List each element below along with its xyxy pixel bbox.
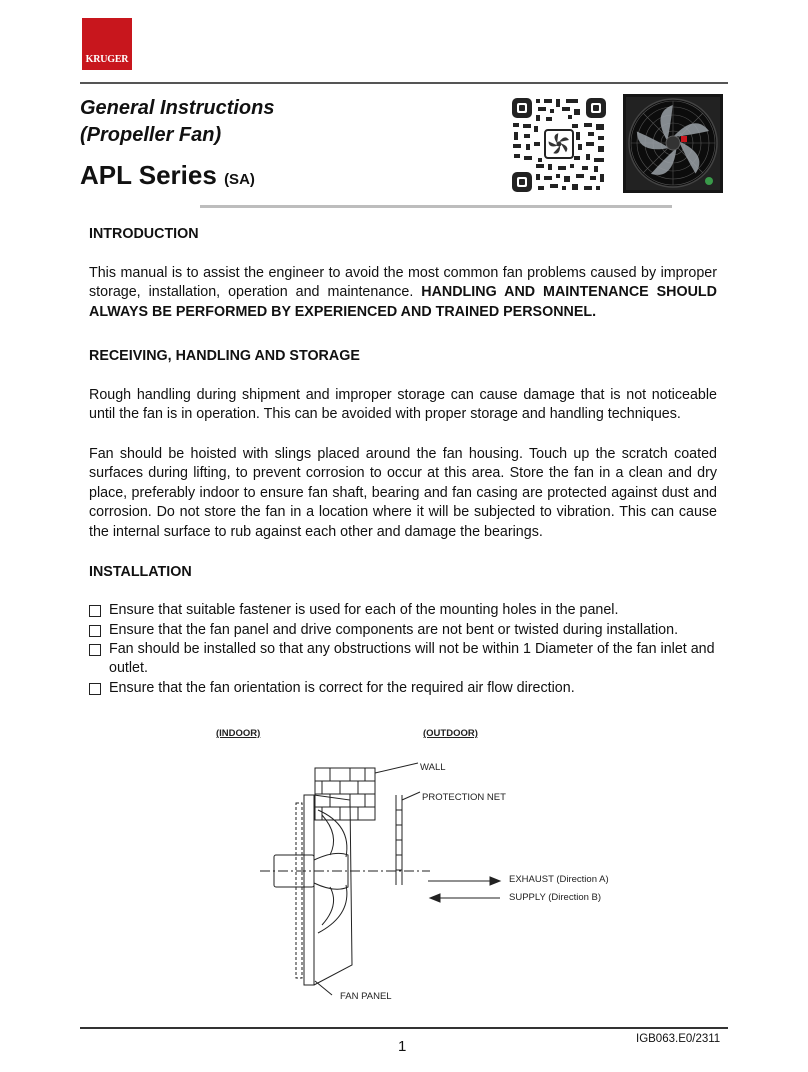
footer-rule — [80, 1027, 728, 1029]
wall-label: WALL — [420, 762, 446, 773]
outdoor-label: (OUTDOOR) — [423, 728, 478, 739]
checkbox-icon — [89, 644, 101, 656]
introduction-text: This manual is to assist the engineer to avoid the most common fan problems caused by improper storage, installation, operation and maintenance. — [89, 265, 717, 301]
indoor-label: (INDOOR) — [216, 728, 261, 739]
title-line-2: (Propeller Fan) — [80, 124, 222, 146]
introduction-warning: HANDLING AND MAINTENANCE SHOULD ALWAYS BE PERFORMED BY EXPERIENCED AND TRAINED PERSONNEL. — [89, 284, 717, 320]
protection-net-label: PROTECTION NET — [422, 792, 506, 803]
series-title — [80, 160, 255, 191]
receiving-paragraph-2: Fan should be hoisted with slings placed around the fan housing. Touch up the scratch coated surfaces during lifting, to prevent corrosion to occur at this area. Store the fan in a clean and dry place, preferably indoor to ensure fan shaft, bearing and fan casing are protected against dust and corrosion. Do not store the fan in a location where it will be subjected to vibration. This can cause the internal surface to rub against each other and damage the bearings. — [89, 446, 717, 540]
document-code: IGB063.E0/2311 — [636, 1033, 721, 1045]
receiving-heading: RECEIVING, HANDLING AND STORAGE — [89, 348, 360, 364]
installation-item: Fan should be installed so that any obstructions will not be within 1 Diameter of the fan inlet and outlet. — [89, 640, 719, 679]
checkbox-icon — [89, 605, 101, 617]
introduction-paragraph — [89, 264, 717, 322]
title-line-1: General Instructions — [80, 97, 275, 119]
qr-code — [510, 96, 608, 194]
checkbox-icon — [89, 625, 101, 637]
supply-label: SUPPLY (Direction B) — [509, 892, 602, 903]
kruger-logo — [82, 18, 132, 70]
exhaust-label: EXHAUST (Direction A) — [509, 874, 609, 885]
series-suffix: (SA) — [224, 171, 255, 188]
logo-text: KRUGER — [85, 54, 129, 65]
section-divider — [200, 205, 672, 208]
series-name: APL Series — [80, 160, 217, 190]
installation-heading: INSTALLATION — [89, 564, 192, 580]
checkbox-icon — [89, 683, 101, 695]
fan-product-photo — [623, 94, 723, 193]
fan-panel-label: FAN PANEL — [340, 991, 392, 1002]
header-rule — [80, 82, 728, 84]
receiving-paragraph-1: Rough handling during shipment and improper storage can cause damage that is not noticeable until the fan is in operation. This can be avoided with proper storage and handling techniques. — [89, 387, 717, 423]
document-title — [80, 95, 275, 149]
introduction-heading: INTRODUCTION — [89, 226, 199, 242]
installation-item: Ensure that the fan orientation is correct for the required air flow direction. — [89, 679, 719, 698]
installation-item: Ensure that suitable fastener is used for each of the mounting holes in the panel. — [89, 601, 719, 620]
page-number: 1 — [398, 1038, 407, 1055]
installation-item: Ensure that the fan panel and drive components are not bent or twisted during installation. — [89, 621, 719, 640]
installation-diagram — [260, 755, 520, 1000]
